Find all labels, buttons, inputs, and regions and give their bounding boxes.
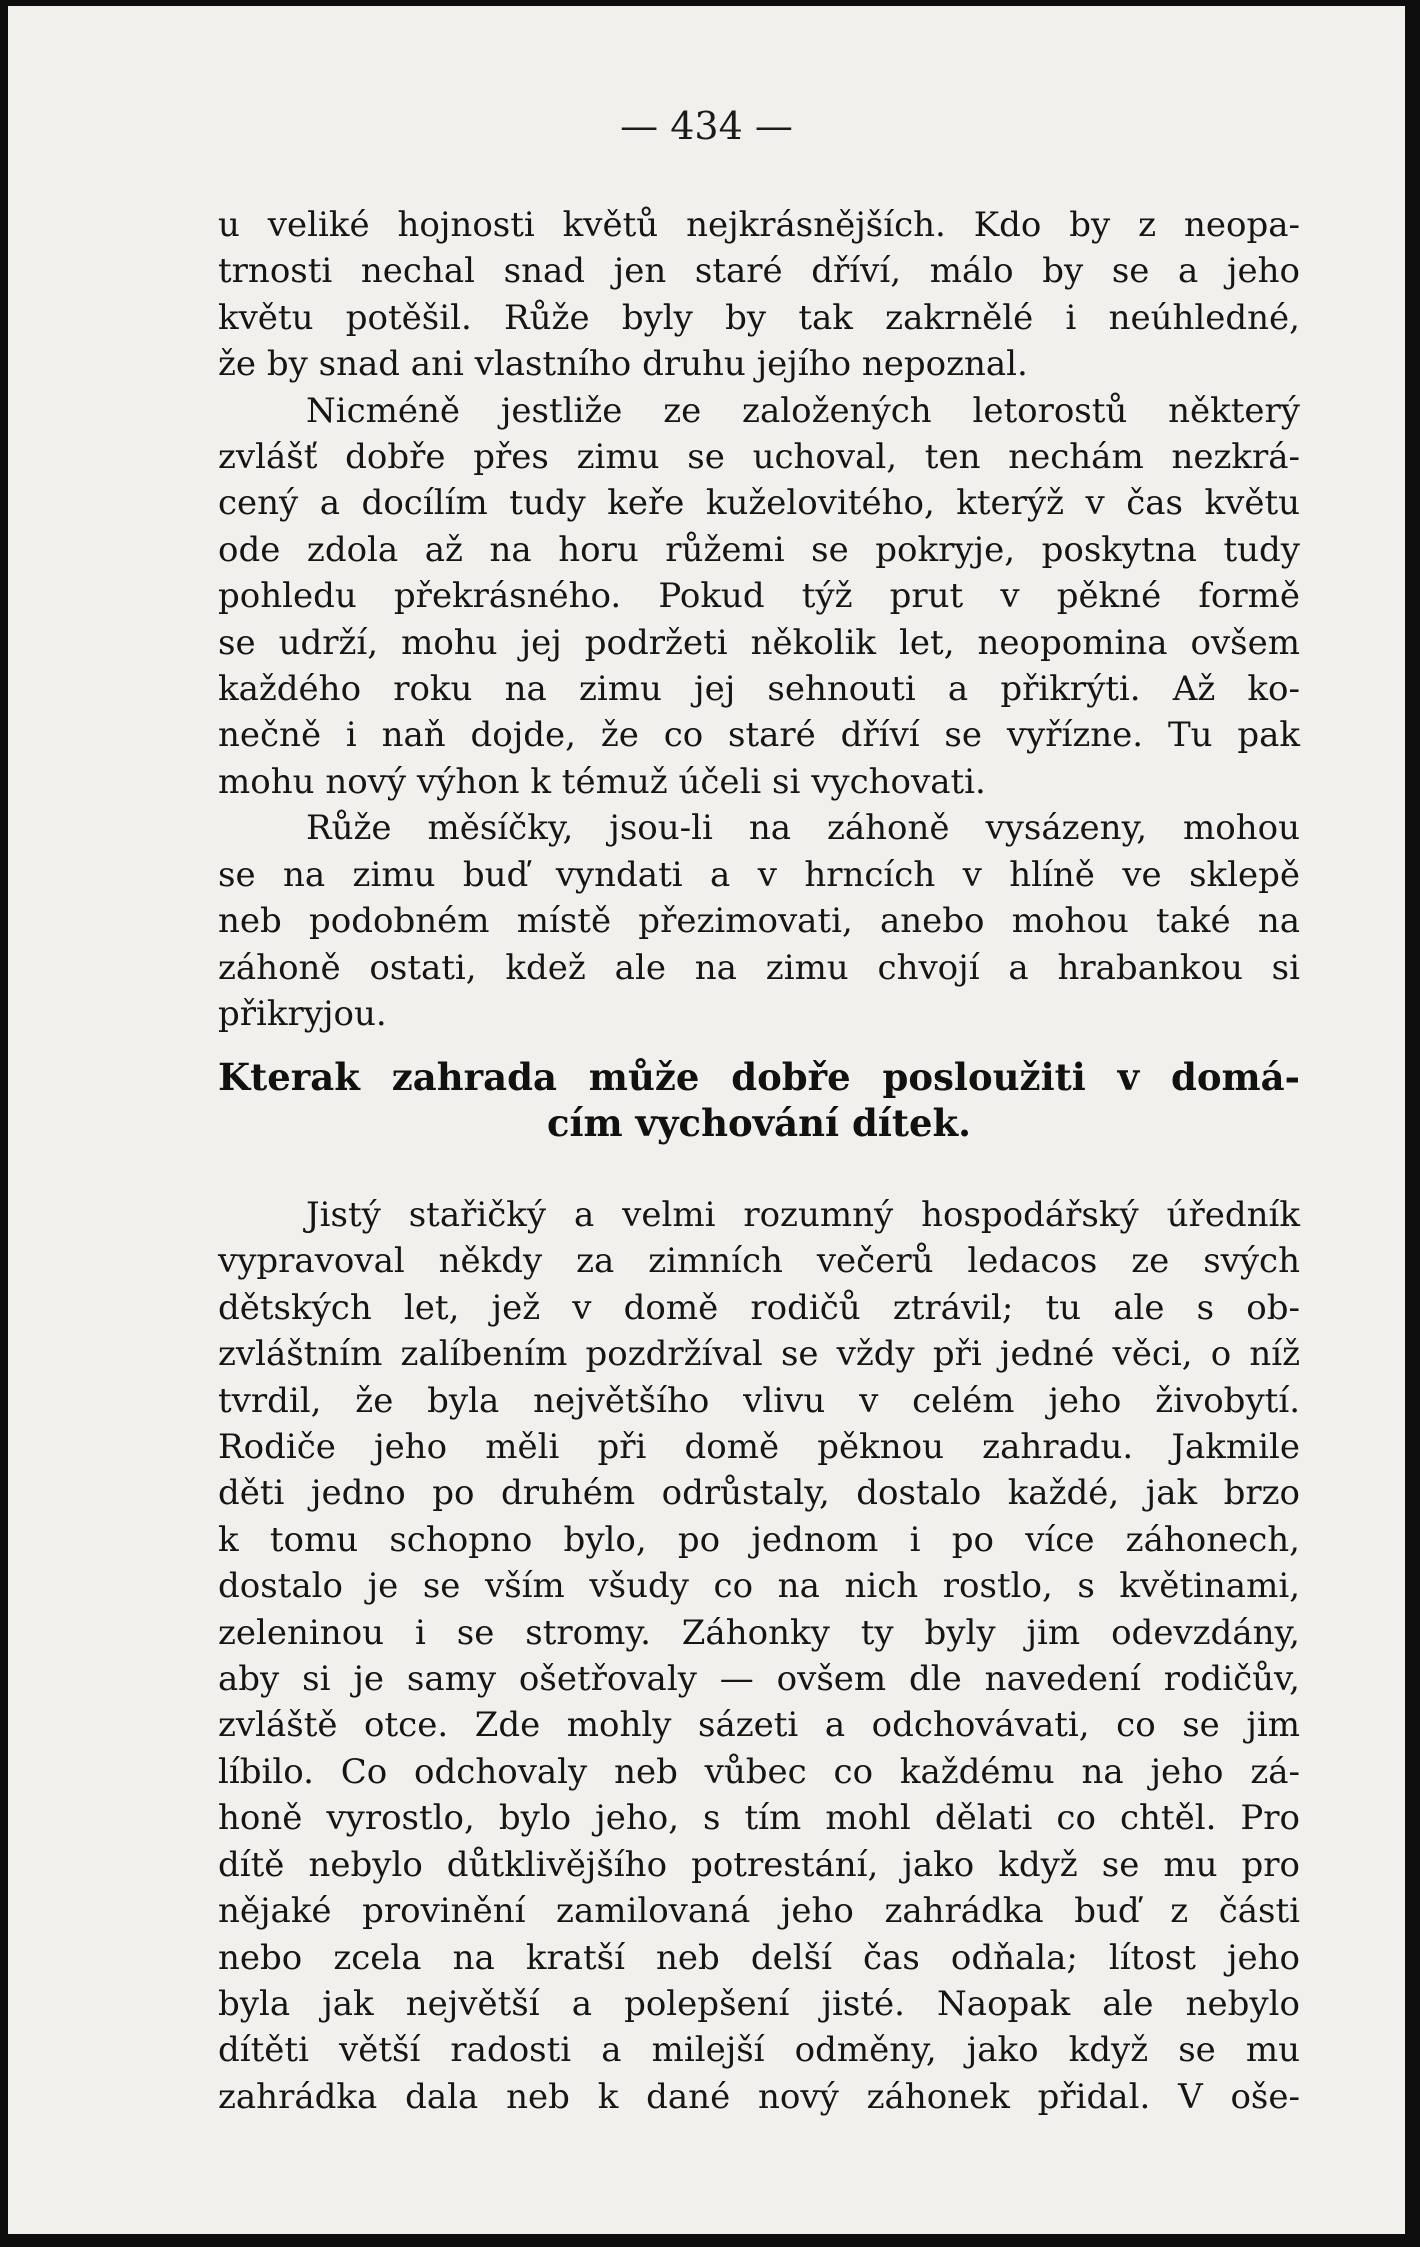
text-lower — [218, 1192, 1300, 2120]
text-line: nebo zcela na kratší neb delší čas odňala; lítost jeho — [218, 1937, 1300, 1978]
text-line: zeleninou i se stromy. Záhonky ty byly jim odevzdány, — [218, 1612, 1300, 1653]
text-line: nečně i naň dojde, že co staré dříví se vyřízne. Tu pak — [218, 715, 1300, 756]
page-number: — 434 — — [620, 104, 793, 148]
book-page — [8, 6, 1405, 2234]
text-line: pohledu překrásného. Pokud týž prut v pěkné formě — [218, 576, 1300, 617]
text-line: honě vyrostlo, bylo jeho, s tím mohl dělati co chtěl. Pro — [218, 1798, 1300, 1839]
text-line: se udrží, mohu jej podržeti několik let, neopomina ovšem — [218, 622, 1300, 663]
text-line: zvláště otce. Zde mohly sázeti a odchovávati, co se jim — [218, 1705, 1300, 1746]
text-line: neb podobném místě přezimovati, anebo mohou také na — [218, 901, 1300, 942]
text-line: zahrádka dala neb k dané nový záhonek přidal. V oše- — [218, 2076, 1300, 2117]
text-line: cený a docílím tudy keře kuželovitého, kterýž v čas květu — [218, 483, 1300, 524]
text-line: dítě nebylo důtklivějšího potrestání, jako když se mu pro — [218, 1844, 1300, 1885]
text-line: tvrdil, že byla největšího vlivu v celém jeho živobytí. — [218, 1380, 1300, 1421]
text-line: dětských let, jež v domě rodičů ztrávil; tu ale s ob- — [218, 1287, 1300, 1328]
text-line: aby si je samy ošetřovaly — ovšem dle navedení rodičův, — [218, 1659, 1300, 1700]
text-line: byla jak největší a polepšení jisté. Naopak ale nebylo — [218, 1983, 1300, 2024]
paragraph — [218, 202, 1300, 388]
text-line: nějaké provinění zamilovaná jeho zahrádka buď z části — [218, 1891, 1300, 1932]
text-line: že by snad ani vlastního druhu jejího nepoznal. — [218, 344, 1028, 385]
text-line: líbilo. Co odchovaly neb vůbec co každému na jeho zá- — [218, 1751, 1300, 1792]
paragraph — [218, 1192, 1300, 2120]
text-line: vypravoval někdy za zimních večerů ledacos ze svých — [218, 1241, 1300, 1282]
text-line: děti jedno po druhém odrůstaly, dostalo každé, jak brzo — [218, 1473, 1300, 1514]
text-line: se na zimu buď vyndati a v hrncích v hlíně ve sklepě — [218, 854, 1300, 895]
text-line: zvlášť dobře přes zimu se uchoval, ten nechám nezkrá- — [218, 437, 1300, 478]
text-line: záhoně ostati, kdež ale na zimu chvojí a hrabankou si — [218, 947, 1300, 988]
section-heading — [218, 1054, 1300, 1146]
text-line: Nicméně jestliže ze založených letorostů některý — [306, 390, 1300, 431]
text-line: zvláštním zalíbením pozdržíval se vždy při jedné věci, o níž — [218, 1334, 1300, 1375]
text-line: dostalo je se vším všudy co na nich rostlo, s květinami, — [218, 1566, 1300, 1607]
text-line: Jistý stařičký a velmi rozumný hospodářský úředník — [306, 1195, 1300, 1235]
paragraph — [218, 805, 1300, 1037]
text-line: u veliké hojnosti květů nejkrásnějších. Kdo by z neopa- — [218, 205, 1300, 245]
text-line: Růže měsíčky, jsou-li na záhoně vysázeny, mohou — [306, 808, 1300, 849]
text-upper — [218, 202, 1300, 1037]
heading-line: cím vychování dítek. — [546, 1101, 972, 1145]
paragraph — [218, 388, 1300, 806]
text-line: k tomu schopno bylo, po jednom i po více záhonech, — [218, 1519, 1300, 1560]
text-line: Rodiče jeho měli při domě pěknou zahradu. Jakmile — [218, 1427, 1300, 1468]
text-line: ode zdola až na horu růžemi se pokryje, poskytna tudy — [218, 529, 1300, 570]
text-line: přikryjou. — [218, 993, 387, 1034]
text-line: každého roku na zimu jej sehnouti a přikrýti. Až ko- — [218, 669, 1300, 710]
text-line: květu potěšil. Růže byly by tak zakrnělé i neúhledné, — [218, 297, 1300, 338]
text-line: dítěti větší radosti a milejší odměny, jako když se mu — [218, 2030, 1300, 2071]
heading-line: Kterak zahrada může dobře posloužiti v domá- — [218, 1055, 1300, 1099]
text-line: trnosti nechal snad jen staré dříví, málo by se a jeho — [218, 251, 1300, 292]
text-line: mohu nový výhon k témuž účeli si vychovati. — [218, 761, 986, 802]
